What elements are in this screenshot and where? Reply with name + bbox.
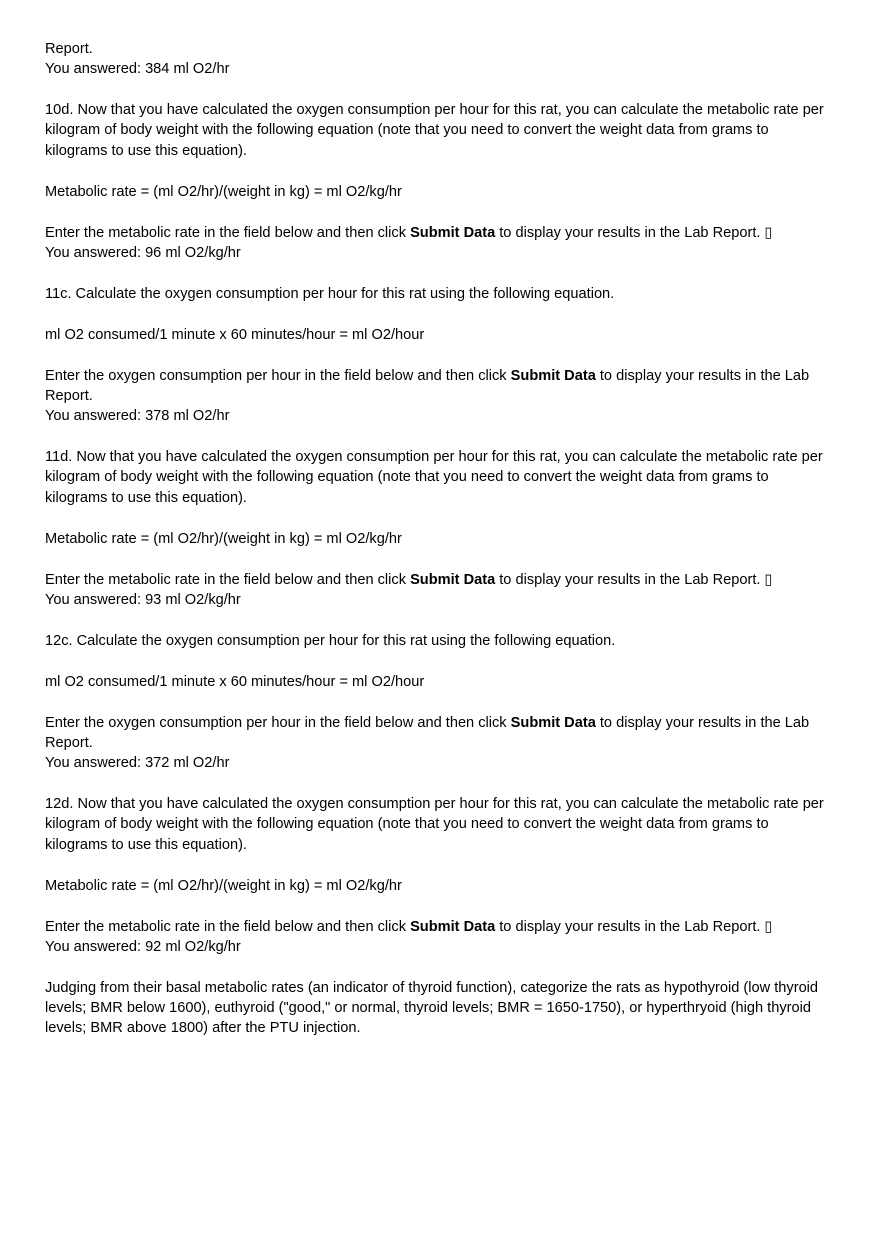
submit-instruction <box>45 366 835 406</box>
answer-line: You answered: 93 ml O2/kg/hr <box>45 591 241 608</box>
instruction-text-tail: to display your results in the Lab Report. <box>45 367 810 405</box>
paragraph-spacer <box>45 855 835 876</box>
paragraph-spacer <box>45 304 835 325</box>
answer-line: You answered: 372 ml O2/hr <box>45 755 230 772</box>
question-paragraph: 11d. Now that you have calculated the oxygen consumption per hour for this rat, you can calculate the metabolic rate per kilogram of body weight with the following equation (note that you need to convert the weight data from grams to kilograms to use this equation). <box>45 449 823 506</box>
paragraph-spacer <box>45 692 835 713</box>
submit-data-label: Submit Data <box>510 714 596 731</box>
answer-line: You answered: 92 ml O2/kg/hr <box>45 938 241 955</box>
instruction-text: Enter the metabolic rate in the field below and then click <box>45 918 411 935</box>
paragraph-spacer <box>45 773 835 794</box>
paragraph-spacer <box>45 610 835 631</box>
equation-line: ml O2 consumed/1 minute x 60 minutes/hour = ml O2/hour <box>45 673 425 690</box>
instruction-text: Enter the oxygen consumption per hour in the field below and then click <box>45 714 511 731</box>
question-paragraph: 11c. Calculate the oxygen consumption per hour for this rat using the following equation. <box>45 285 615 302</box>
question-paragraph: 12c. Calculate the oxygen consumption per hour for this rat using the following equation. <box>45 632 616 649</box>
paragraph-spacer <box>45 161 835 182</box>
answer-line: You answered: 378 ml O2/hr <box>45 408 230 425</box>
paragraph-spacer <box>45 549 835 570</box>
instruction-text-tail: to display your results in the Lab Report. ▯ <box>495 918 773 935</box>
paragraph-spacer <box>45 957 835 978</box>
instruction-text-tail: to display your results in the Lab Report. <box>45 714 810 752</box>
submit-data-label: Submit Data <box>410 224 496 241</box>
paragraph-spacer <box>45 79 835 100</box>
submit-data-label: Submit Data <box>410 571 496 588</box>
answer-line: You answered: 384 ml O2/hr <box>45 61 230 78</box>
submit-data-label: Submit Data <box>410 918 496 935</box>
equation-line: ml O2 consumed/1 minute x 60 minutes/hour = ml O2/hour <box>45 326 425 343</box>
instruction-text: Enter the metabolic rate in the field below and then click <box>45 571 411 588</box>
submit-instruction <box>45 570 835 590</box>
instruction-text: Enter the metabolic rate in the field below and then click <box>45 224 411 241</box>
submit-instruction <box>45 713 835 753</box>
paragraph-spacer <box>45 896 835 917</box>
paragraph-spacer <box>45 345 835 366</box>
instruction-paragraph: Judging from their basal metabolic rates (an indicator of thyroid function), categorize the rats as hypothyroid (low thyroid levels; BMR below 1600), euthyroid ("good," or normal, thyroid levels; BMR = 1650-1750), or hyperthryoid (high thyroid levels; BMR above 1800) after the PTU injection. <box>45 979 819 1037</box>
question-paragraph: 10d. Now that you have calculated the oxygen consumption per hour for this rat, you can calculate the metabolic rate per kilogram of body weight with the following equation (note that you need to convert the weight data from grams to kilograms to use this equation). <box>45 102 824 159</box>
paragraph-spacer <box>45 508 835 529</box>
text-line: Report. <box>45 41 93 57</box>
paragraph-spacer <box>45 651 835 672</box>
paragraph-spacer <box>45 263 835 284</box>
submit-data-label: Submit Data <box>510 367 596 384</box>
submit-instruction <box>45 223 835 243</box>
question-paragraph: 12d. Now that you have calculated the oxygen consumption per hour for this rat, you can calculate the metabolic rate per kilogram of body weight with the following equation (note that you need to convert the weight data from grams to kilograms to use this equation). <box>45 796 824 853</box>
paragraph-spacer <box>45 426 835 447</box>
answer-line: You answered: 96 ml O2/kg/hr <box>45 244 241 261</box>
equation-line: Metabolic rate = (ml O2/hr)/(weight in kg) = ml O2/kg/hr <box>45 183 402 200</box>
document-page <box>45 39 835 1038</box>
paragraph-spacer <box>45 202 835 223</box>
equation-line: Metabolic rate = (ml O2/hr)/(weight in kg) = ml O2/kg/hr <box>45 877 402 894</box>
submit-instruction <box>45 917 835 937</box>
equation-line: Metabolic rate = (ml O2/hr)/(weight in kg) = ml O2/kg/hr <box>45 530 402 547</box>
instruction-text-tail: to display your results in the Lab Report. ▯ <box>495 571 773 588</box>
instruction-text: Enter the oxygen consumption per hour in the field below and then click <box>45 367 511 384</box>
instruction-text-tail: to display your results in the Lab Report. ▯ <box>495 224 773 241</box>
